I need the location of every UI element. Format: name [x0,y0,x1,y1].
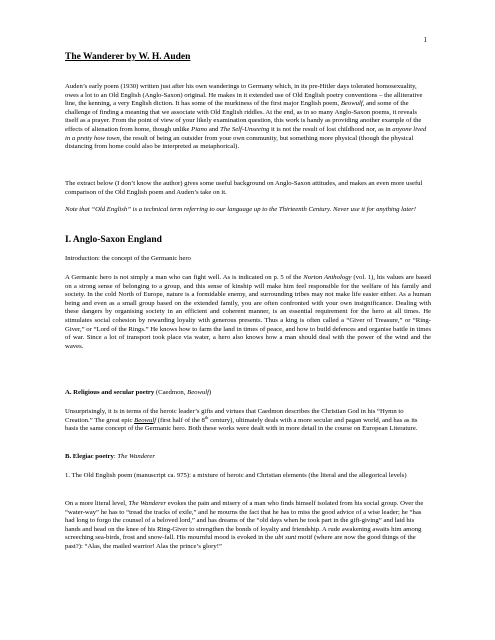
hero-paragraph: A Germanic hero is not simply a man who can fight well. As is indicated on p. 5 of the Norton Anthology (vol. 1), his values are based on a strong sense of belonging to a group, and this sense of kinship will make him feel responsible for the welfare of his family and society. In the cold North of Europe, nature is a formidable enemy, and surrounding tribes may not make life easier either. As a human being and even as a small group based on the extended family, you are often confronted with your own insignificance. Dealing with these dangers by organising society in an efficient and coherent manner, is an essential requirement for the hero at all times. He stimulates social cohesion by rewarding loyalty with generous presents. Thus a king is often called a “Giver of Treasure,” or “Ring-Giver,” or “Lord of the Rings.” He knows how to farm the land in times of peace, and how to build defences and organise battle in times of war. Since a lot of transport took place via water, a hero also knows how a man should deal with the power of the wind and the waves. [65,274,432,350]
literal-level-paragraph: On a more literal level, The Wanderer evokes the pain and misery of a man who finds himself isolated from his social group. Over the “water-way” he has to “tread the tracks of exile,” and he mourns the fact that he has to miss the good advice of a wise leader; he “has had long to forgo the counsel of a beloved lord,” and has dreams of the “old days when he took part in the gift-giving” and laid his hands and head on the knee of his Ring-Giver to strengthen the bonds of loyalty and friendship. A rude awakening awaits him among screeching sea-birds, frost and snow-fall. His mournful mood is evoked in the ubi sunt motif (where are now the good things of the past?): “Alas, the mailed warrior! Alas the prince’s glory!” [65,500,424,550]
section-heading: I. Anglo-Saxon England [65,235,162,245]
religious-secular-heading: A. Religious and secular poetry (Caedmon, Beowulf) [65,389,212,396]
intro-concept-line: Introduction: the concept of the Germanic hero [65,255,191,262]
poetry-paragraph: Unsurprisingly, it is in terms of the heroic leader’s gifts and virtues that Caedmon describes the Christian God in his “Hymn to Creation.” The great epic Beowulf (first half of the 8th century), ultimately deals with a more secular and pagan world, and has as its basis the same concept of the Germanic hero. Both these works were dealt with in more detail in the course on European Literature. [65,408,418,433]
item-1: 1. The Old English poem (manuscript ca. 975): a mixture of heroic and Christian elements (the literal and the allegorical levels) [65,472,407,479]
page-title: The Wanderer by W. H. Auden [65,52,191,62]
page-number: 1 [423,36,427,44]
extract-paragraph: The extract below (I don’t know the author) gives some useful background on Anglo-Saxon attitudes, and makes an even more useful comparison of the Old English poem and Auden’s take on it. [65,180,423,196]
note-paragraph: Note that “Old English” is a technical term referring to our language up to the Thirteenth Century. Never use it for anything later! [65,206,417,213]
elegiac-heading: B. Elegiac poetry: The Wanderer [65,453,155,460]
intro-paragraph: Auden’s early poem (1930) written just after his own wanderings to Germany which, in its pre-Hitler days tolerated homosexuality, owes a lot to an Old English (Anglo-Saxon) original. He makes in it extended use of Old English poetry conventions – the alliterative line, the kenning, a very English diction. It has some of the murkiness of the first major English poem, Beowulf, and some of the challenge of finding a meaning that we associate with Old English riddles. At the end, as in so many Anglo-Saxon poems, it reveals itself as a prayer. From the point of view of your likely examination question, this work is handy as providing another example of the effects of alienation from home, though unlike Piano and The Self-Unseeing it is not the result of lost childhood nor, as in anyone lived in a pretty how town, the result of being an outsider from your own community, but something more physical (though the physical distancing from home could also be interpreted as metaphorical). [65,83,427,151]
